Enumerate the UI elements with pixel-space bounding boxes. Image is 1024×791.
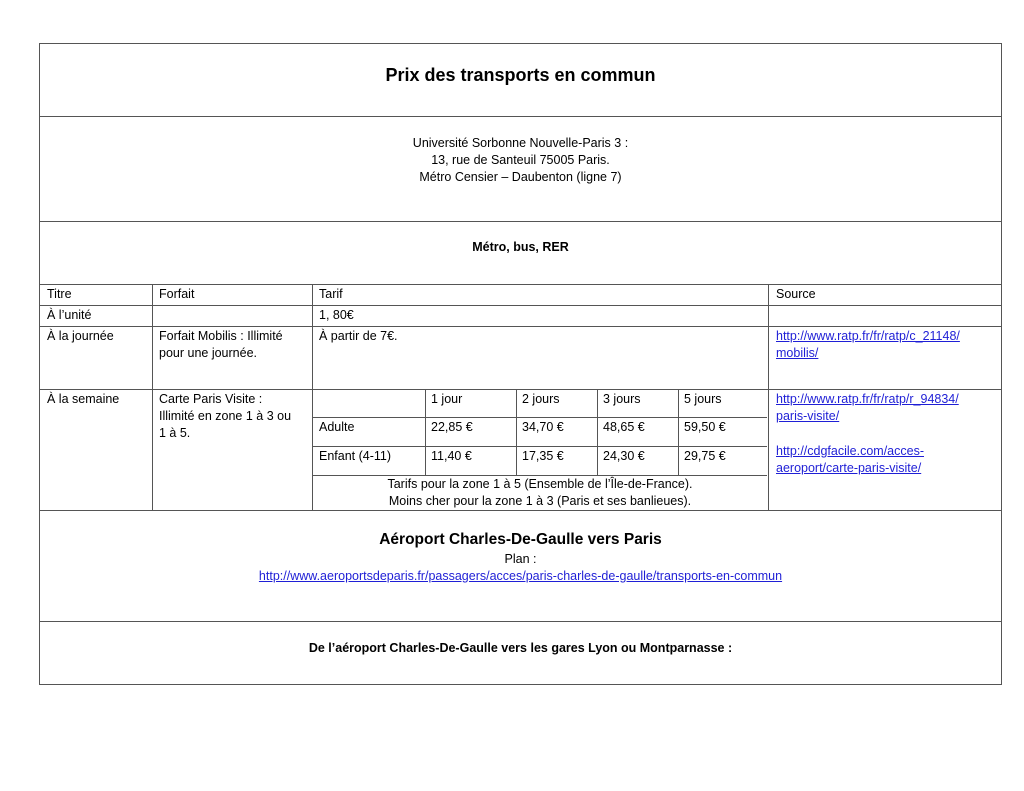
adulte-label: Adulte [319, 420, 355, 434]
header-tarif: Tarif [319, 287, 343, 301]
page-title: Prix des transports en commun [385, 65, 656, 85]
column-line [678, 389, 679, 475]
table-row-line [40, 305, 1001, 306]
row-semaine-titre: À la semaine [47, 392, 120, 406]
day-header: 3 jours [603, 392, 641, 406]
day-header: 2 jours [522, 392, 560, 406]
divider [40, 284, 1001, 285]
row-unite-tarif: 1, 80€ [319, 308, 354, 322]
price-cell: 59,50 € [684, 420, 726, 434]
row-semaine-forfait: 1 à 5. [159, 426, 191, 440]
gares-heading: De l’aéroport Charles-De-Gaulle vers les gares Lyon ou Montparnasse : [308, 641, 733, 655]
row-journee-titre: À la journée [47, 329, 114, 343]
table-row-line [312, 446, 767, 447]
table-row-line [312, 417, 767, 418]
aeroportsdeparis-link[interactable]: http://www.aeroportsdeparis.fr/passagers/acces/paris-charles-de-gaulle/transports-en-commun [258, 569, 783, 583]
plan-link-wrap [40, 568, 1001, 585]
row-semaine-forfait: Carte Paris Visite : [159, 392, 263, 406]
price-cell: 22,85 € [431, 420, 473, 434]
ratp-paris-visite-link[interactable]: paris-visite/ [776, 409, 840, 423]
column-line [597, 389, 598, 475]
tarif-note: Moins cher pour la zone 1 à 3 (Paris et ses banlieues). [388, 494, 692, 508]
day-header: 1 jour [431, 392, 463, 406]
section-heading-metro: Métro, bus, RER [472, 240, 569, 254]
tarif-note: Tarifs pour la zone 1 à 5 (Ensemble de l’Île-de-France). [387, 477, 693, 491]
divider [40, 116, 1001, 117]
column-line [152, 284, 153, 510]
ratp-paris-visite-link[interactable]: http://www.ratp.fr/fr/ratp/r_94834/ [776, 392, 959, 406]
column-line [768, 284, 769, 510]
table-row-line [40, 326, 1001, 327]
ratp-mobilis-link[interactable]: http://www.ratp.fr/fr/ratp/c_21148/ [776, 329, 960, 343]
column-line [516, 389, 517, 475]
airport-heading: Aéroport Charles-De-Gaulle vers Paris [379, 531, 662, 548]
divider [40, 510, 1001, 511]
column-line [425, 389, 426, 475]
address-line: Université Sorbonne Nouvelle-Paris 3 : [412, 136, 629, 150]
row-journee-forfait: Forfait Mobilis : Illimité [159, 329, 283, 343]
ratp-mobilis-link[interactable]: mobilis/ [776, 346, 819, 360]
row-semaine-forfait: Illimité en zone 1 à 3 ou [159, 409, 292, 423]
divider [40, 221, 1001, 222]
table-row-line [40, 389, 1001, 390]
price-cell: 48,65 € [603, 420, 645, 434]
price-cell: 24,30 € [603, 449, 645, 463]
header-source: Source [776, 287, 816, 301]
price-cell: 11,40 € [431, 449, 472, 463]
cdgfacile-link[interactable]: http://cdgfacile.com/acces- [776, 444, 924, 458]
price-cell: 34,70 € [522, 420, 564, 434]
price-cell: 17,35 € [522, 449, 564, 463]
document-table [39, 43, 1002, 685]
header-forfait: Forfait [159, 287, 195, 301]
row-unite-titre: À l’unité [47, 308, 92, 322]
header-titre: Titre [47, 287, 72, 301]
price-cell: 29,75 € [684, 449, 726, 463]
address-line: 13, rue de Santeuil 75005 Paris. [431, 153, 610, 167]
enfant-label: Enfant (4-11) [319, 449, 392, 463]
row-journee-forfait: pour une journée. [159, 346, 257, 360]
day-header: 5 jours [684, 392, 722, 406]
divider [40, 621, 1001, 622]
plan-label: Plan : [504, 552, 537, 566]
row-journee-tarif: À partir de 7€. [319, 329, 398, 343]
address-line: Métro Censier – Daubenton (ligne 7) [419, 170, 622, 184]
cdgfacile-link[interactable]: aeroport/carte-paris-visite/ [776, 461, 922, 475]
